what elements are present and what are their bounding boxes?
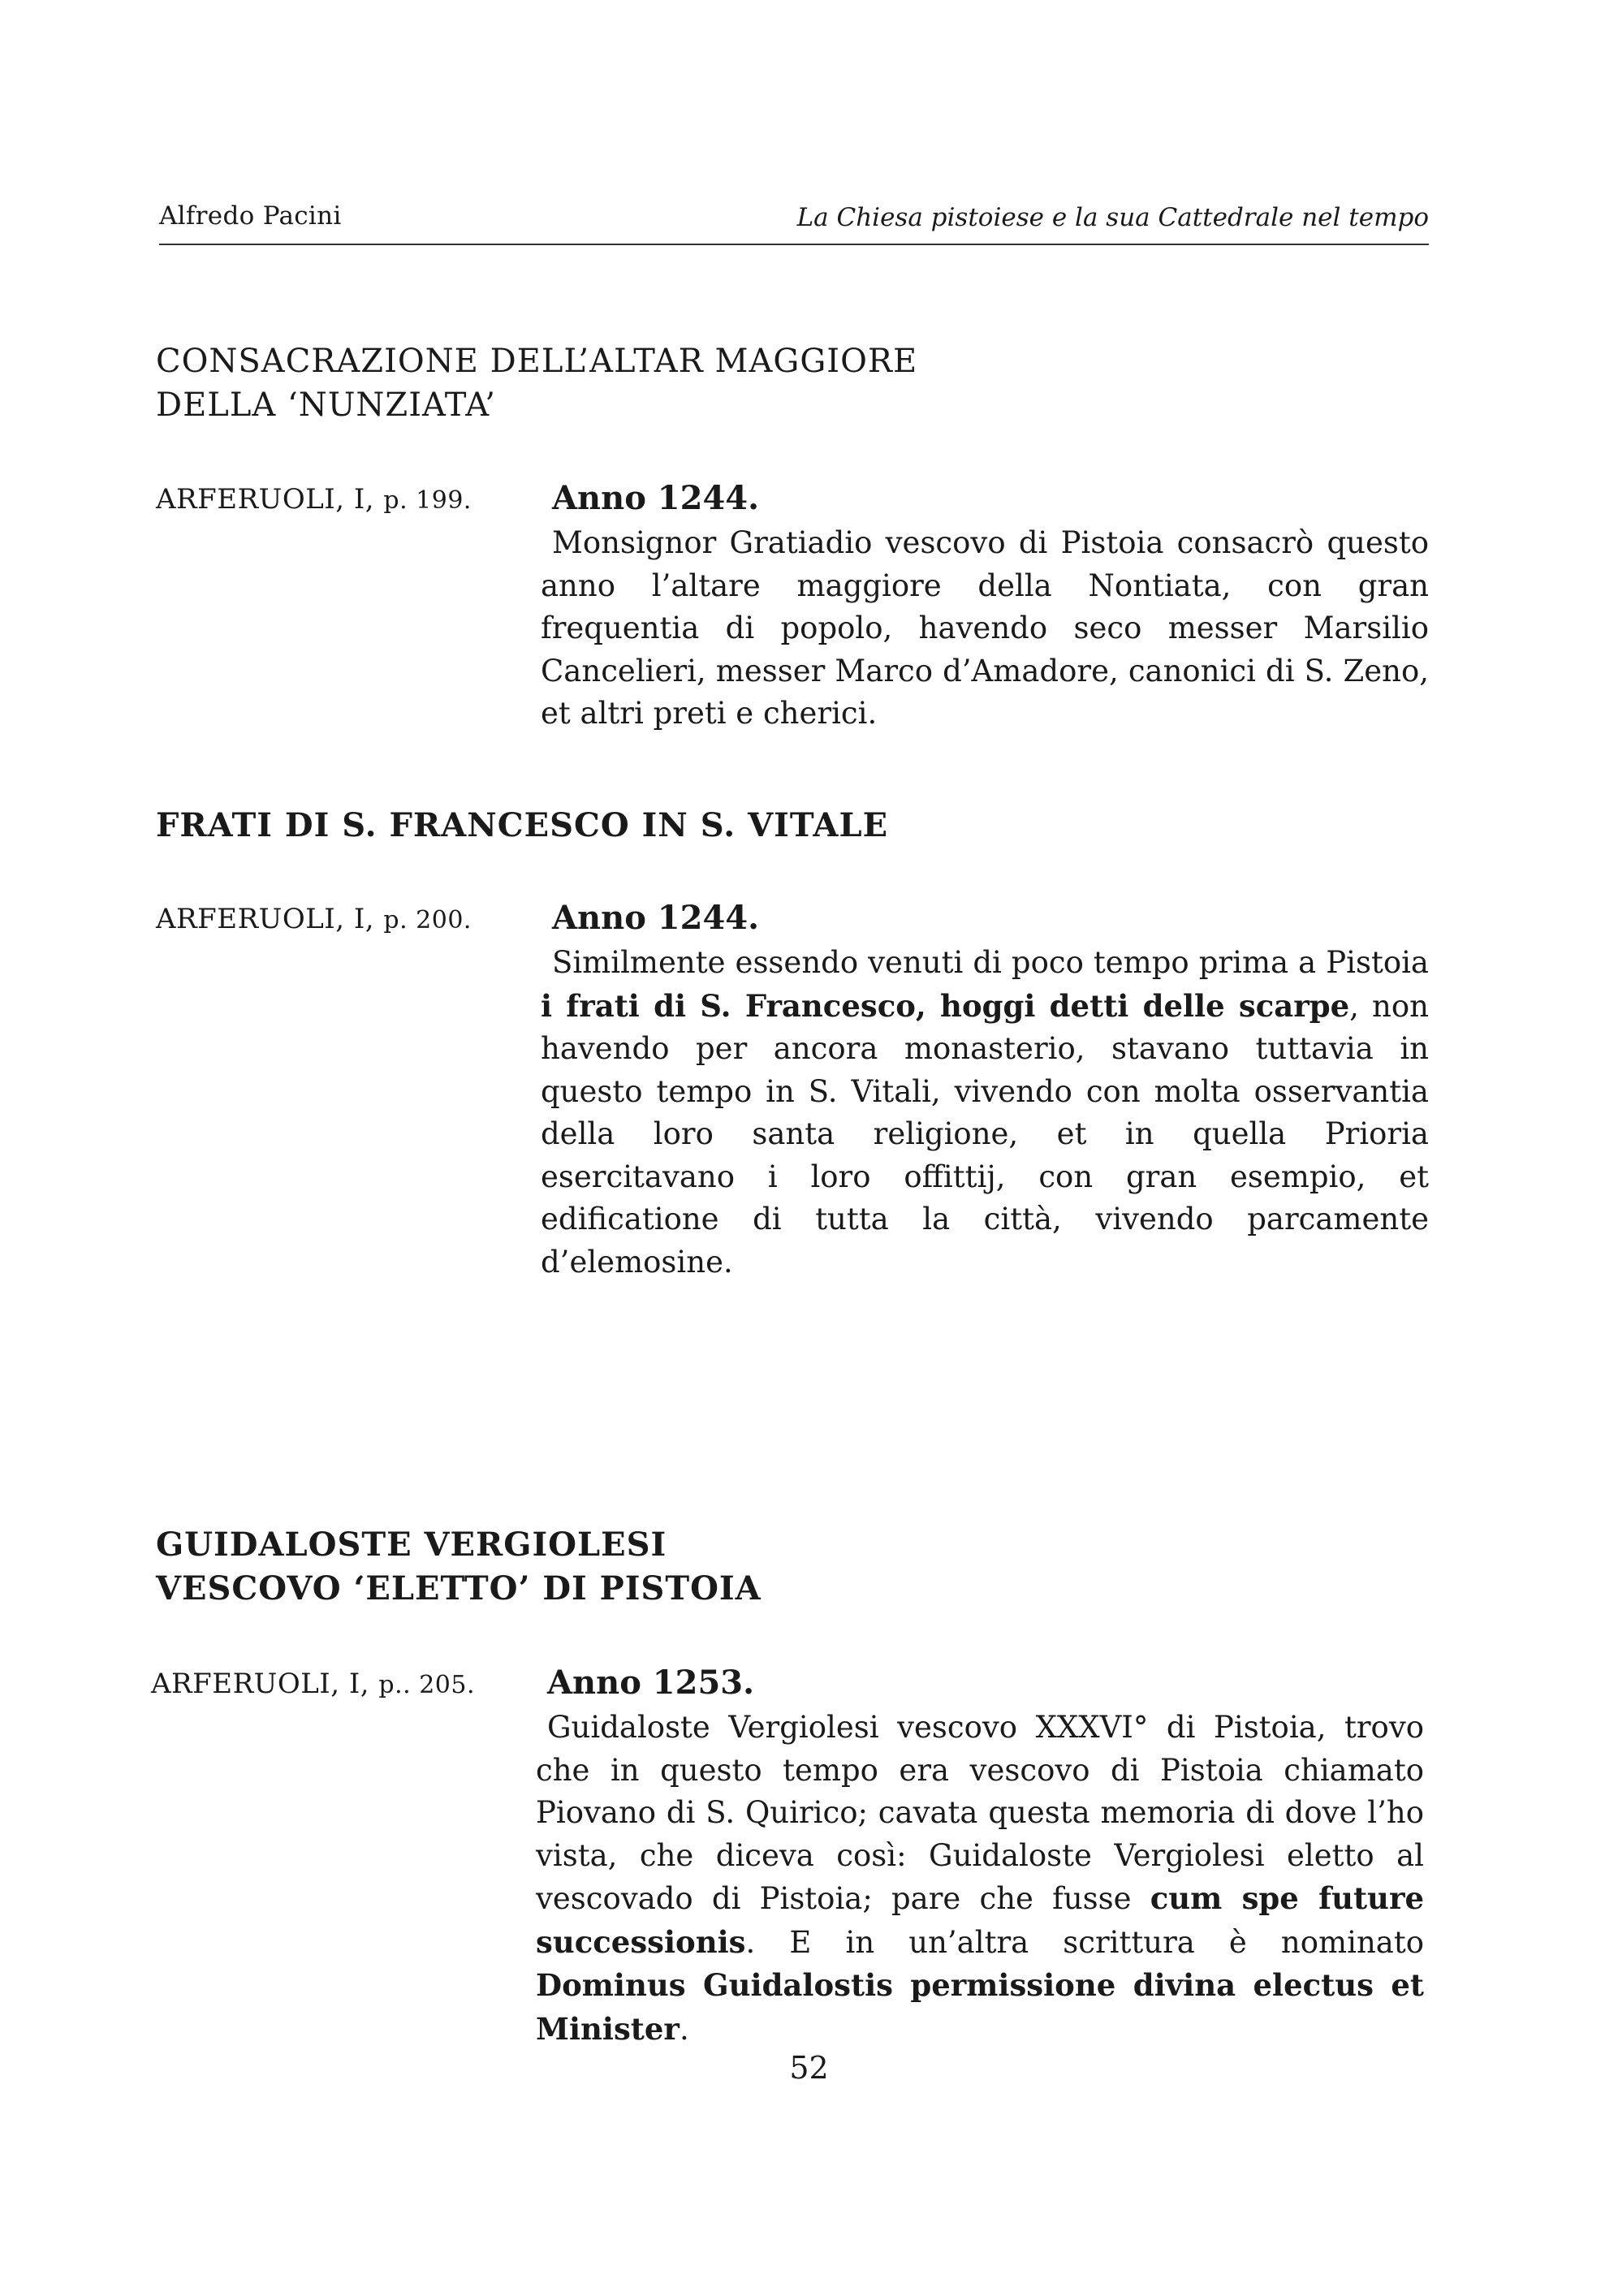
entry-year: Anno 1244. <box>552 479 760 517</box>
section-title-line: VESCOVO ‘ELETTO’ DI PISTOIA <box>156 1569 762 1608</box>
section-title-line: CONSACRAZIONE DELL’ALTAR MAGGIORE <box>156 343 918 380</box>
source-name: ARFERUOLI, I, <box>156 483 375 516</box>
entry-body <box>541 475 1429 736</box>
entry-body <box>541 895 1429 1284</box>
source-page: p. 200. <box>383 906 472 934</box>
source-name: ARFERUOLI, I, <box>151 1668 370 1700</box>
text-run-bold: i frati di S. Francesco, hoggi detti delle scarpe <box>541 987 1350 1024</box>
text-run: . <box>679 2011 689 2047</box>
section-consacrazione <box>156 339 1439 427</box>
section-guidaloste <box>156 1523 1439 1611</box>
text-run-bold: cum spe future successionis <box>536 1880 1424 1960</box>
entry-body <box>536 1659 1424 2051</box>
text-run: Guidaloste Vergiolesi vescovo XXXVI° di Pistoia, trovo che in questo tempo era vescovo di Pistoia chiamato Piovano di S. Quirico; cavata questa memoria di dove l’ho vista, che diceva così: Guidaloste Vergiolesi eletto al vescovado di Pistoia; pare che fusse <box>536 1710 1424 1916</box>
source-reference <box>151 1668 475 1700</box>
section-title-line: GUIDALOSTE VERGIOLESI <box>156 1526 667 1564</box>
text-run: , non havendo per ancora monasterio, stavano tuttavia in questo tempo in S. Vitali, vivendo con molta osservantia della loro santa religione, et in quella Prioria esercitavano i loro offittij, con gran esempio, et edificatione di tutta la città, vivendo parcamente d’elemosine. <box>541 988 1429 1280</box>
text-run: Monsignor Gratiadio vescovo di Pistoia consacrò questo anno l’altare maggiore della Nontiata, con gran frequentia di popolo, havendo seco messer Marsilio Cancelieri, messer Marco d’Amadore, canonici di S. Zeno, et altri preti e cherici. <box>541 525 1429 731</box>
section-title <box>156 1523 1439 1611</box>
running-header <box>159 201 1429 245</box>
entry-text <box>536 1707 1424 2051</box>
source-reference <box>156 483 472 516</box>
entry-year: Anno 1244. <box>552 899 760 937</box>
entry-year: Anno 1253. <box>547 1664 755 1702</box>
header-author: Alfredo Pacini <box>159 201 342 231</box>
section-title-line: DELLA ‘NUNZIATA’ <box>156 386 496 424</box>
source-page: p.. 205. <box>378 1671 475 1699</box>
entry-text <box>541 522 1429 736</box>
section-title-line: FRATI DI S. FRANCESCO IN S. VITALE <box>156 806 889 844</box>
section-title <box>156 339 1439 427</box>
source-page: p. 199. <box>383 486 472 515</box>
text-run-bold: Dominus Guidalostis permissione divina electus et Minister <box>536 1967 1424 2047</box>
text-run: . E in un’altra scrittura è nominato <box>745 1924 1424 1960</box>
section-title <box>156 804 1439 848</box>
header-book-title: La Chiesa pistoiese e la sua Cattedrale nel tempo <box>796 203 1429 232</box>
entry-text <box>541 942 1429 1284</box>
source-reference <box>156 903 472 935</box>
page-number: 52 <box>789 2050 829 2086</box>
text-run: Similmente essendo venuti di poco tempo prima a Pistoia <box>552 945 1429 980</box>
source-name: ARFERUOLI, I, <box>156 903 375 935</box>
section-frati-francesco <box>156 804 1439 848</box>
